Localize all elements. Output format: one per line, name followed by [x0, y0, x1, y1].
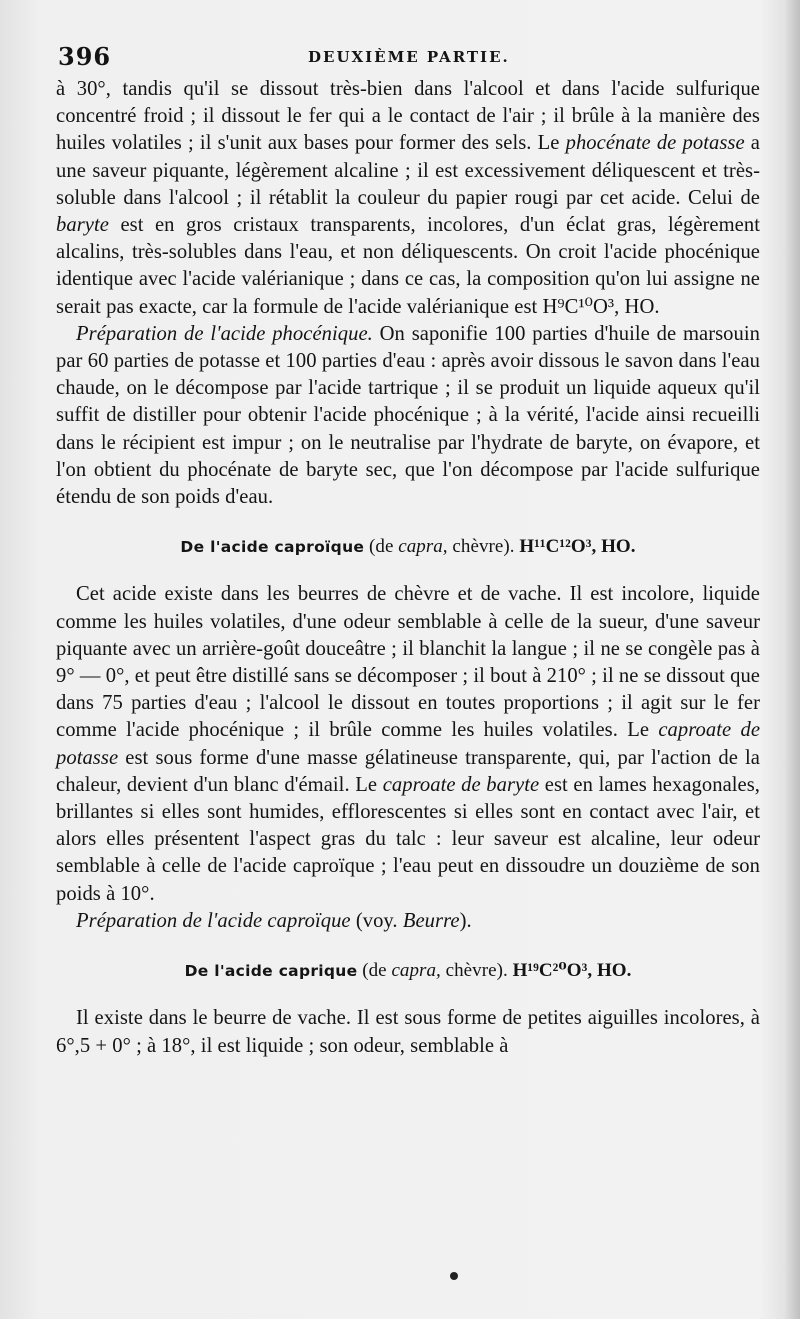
preparation-label: Préparation de l'acide caproïque: [76, 909, 351, 932]
page-header: [58, 38, 760, 74]
chemical-formula: H¹¹C¹²O³, HO.: [519, 536, 636, 558]
page-edge-shadow: [784, 0, 800, 1319]
cross-reference: Beurre: [402, 909, 460, 932]
paragraph-phocenic-properties: à 30°, tandis qu'il se dissout très-bien dans l'alcool et dans l'acide sulfurique concentré froid ; il dissout le fer qui a le contact de l'air ; il brûle à la manière des huiles volatiles ; il s'unit aux bases pour former des sels. Le phocénate de potasse a une saveur piquante, légèrement alcaline ; il est excessivement déliquescent et très-soluble dans l'alcool ; il rétablit la couleur du papier rougi par cet acide. Celui de baryte est en gros cristaux transparents, incolores, d'un éclat gras, légèrement alcalins, très-solubles dans l'eau, et non déliquescents. On croit l'acide phocénique identique avec l'acide valérianique ; dans ce cas, la composition qu'on lui assigne ne serait pas exacte, car la formule de l'acide valérianique est H⁹C¹⁰O³, HO.: [56, 78, 760, 318]
term-caproate-baryte: caproate de baryte: [382, 773, 540, 796]
paragraph-phocenic-preparation: Préparation de l'acide phocénique. On saponifie 100 parties d'huile de marsouin par 60 parties de potasse et 100 parties d'eau : après avoir dissous le savon dans l'eau chaude, on le décompose par l'acide tartrique ; il se produit un liquide aqueux qu'il suffit de distiller pour obtenir l'acide phocénique ; à la vérité, l'acide ainsi recueilli dans le récipient est impur ; on le neutralise par l'hydrate de baryte, on évapore, et l'on obtient du phocénate de baryte sec, que l'on décompose par l'acide sulfurique étendu de son poids d'eau.: [56, 322, 760, 509]
preparation-label: Préparation de l'acide phocénique.: [76, 322, 373, 345]
term-baryte: baryte: [56, 214, 109, 237]
term-phocenate-potasse: phocénate de potasse: [565, 132, 745, 155]
heading-title: De l'acide caprique: [184, 962, 358, 981]
paragraph-capric-properties: Il existe dans le beurre de vache. Il est sous forme de petites aiguilles incolores, à 6°,5 + 0° ; à 18°, il est liquide ; son odeur, semblable à: [56, 1007, 760, 1057]
chemical-formula: H¹⁹C²⁰O³, HO.: [512, 960, 632, 982]
paragraph-caproic-properties: Cet acide existe dans les beurres de chèvre et de vache. Il est incolore, liquide comme les huiles volatiles, d'une odeur semblable à celle de la sueur, d'une saveur piquante avec un arrière-goût douceâtre ; il blanchit la langue ; il ne se congèle pas à 9° — 0°, et peut être distillé sans se décomposer ; il bout à 210° ; il ne se dissout que dans 75 parties d'eau ; l'alcool le dissout en toutes proportions ; il agit sur le fer comme l'acide phocénique ; il brûle comme les huiles volatiles. Le caproate de potasse est sous forme d'une masse gélatineuse transparente, qui, par l'action de la chaleur, devient d'un blanc d'émail. Le caproate de baryte est en lames hexagonales, brillantes si elles sont humides, efflorescentes si elles sont en contact avec l'air, et alors elles présentent l'aspect gras du talc : leur saveur est alcaline, leur odeur semblable à celle de l'acide caproïque ; l'eau peut en dissoudre un douzième de son poids à 10°.: [56, 583, 761, 905]
paragraph-caproic-preparation: Préparation de l'acide caproïque (voy. Beurre).: [76, 909, 472, 932]
page-number: 396: [58, 42, 112, 71]
page-body: [56, 76, 760, 1060]
heading-title: De l'acide caproïque: [180, 538, 365, 557]
ink-smudge: [450, 1272, 458, 1280]
running-head: DEUXIÈME PARTIE.: [308, 48, 510, 66]
term-caproate-potasse: caproate de potasse: [56, 719, 761, 769]
section-heading-caproic: De l'acide caproïque (de capra, chèvre). H¹¹C¹²O³, HO.: [180, 536, 636, 558]
section-heading-capric: De l'acide caprique (de capra, chèvre). H¹⁹C²⁰O³, HO.: [184, 960, 632, 982]
